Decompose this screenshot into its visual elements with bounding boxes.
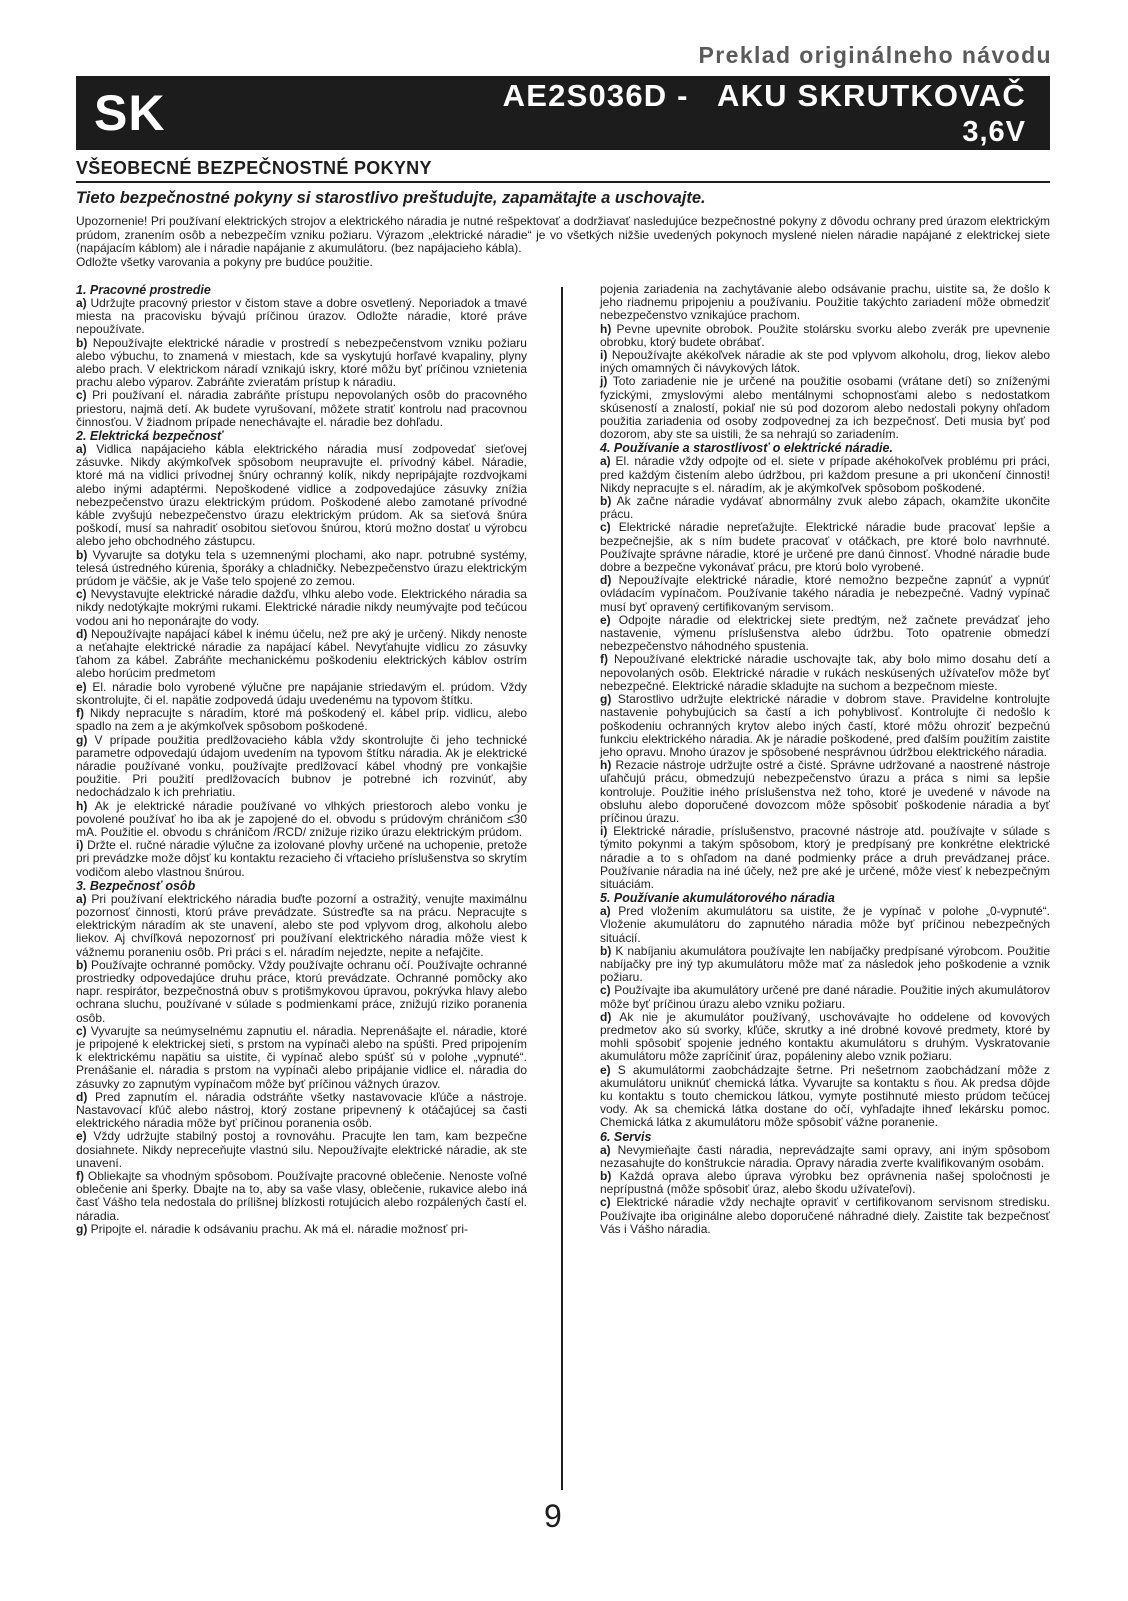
paragraph-4g xyxy=(600,693,1050,759)
voltage: 3,6V xyxy=(962,116,1026,148)
item-text: Nepoužívajte elektrické náradie, ktoré nemožno bezpečne zapnúť a vypnúť ovládacím vypínačom. Používanie takého náradia je nebezpečné. Vadný vypínač musí byť opravený certifikovaným servisom. xyxy=(600,573,1050,614)
item-label: b) xyxy=(600,494,612,509)
item-label: j) xyxy=(600,374,608,389)
item-text: El. náradie bolo vyrobené výlučne pre napájanie striedavým el. prúdom. Vždy skontrolujte, či el. napätie zodpovedá údaju uvedenému na typovom štítku. xyxy=(76,679,527,707)
paragraph-4f xyxy=(600,653,1050,693)
heading-personal-safety: 3. Bezpečnosť osôb xyxy=(76,878,196,893)
item-text: Pred vložením akumulátoru sa uistite, že je vypínač v polohe „0-vypnuté“. Vloženie akumulátoru do zapnutého náradia môže byť príčinou nebezpečných situácií. xyxy=(600,904,1050,945)
item-text: Vidlica napájacieho kábla elektrického náradia musí zodpovedať sieťovej zásuvke. Nikdy akýmkoľvek spôsobom neupravujte el. prívodný kábel. Náradie, ktoré má na vidlici prívodnej šnúry ochranný kolík, nikdy nepripájajte rozdvojkami alebo inými adaptérmi. Nepoškodené vidlice a zodpovedajúce zásuvky znížia nebezpečenstvo úrazu elektrickým prúdom. Poškodené alebo zamotané prívodné káble zvyšujú nebezpečenstvo úrazu elektrickým prúdom. Ak sa sieťová šnúra poškodí, musí sa nahradiť osobitou sieťovou šnúrou, ktorú možno dostať u výrobcu alebo jeho obchodného zástupcu. xyxy=(76,442,527,549)
item-text: Nikdy nepracujte s náradím, ktoré má poškodený el. kábel príp. vidlicu, alebo spadlo na zem a je akýmkoľvek spôsobom poškodené. xyxy=(76,706,527,734)
model-title: AE2S036D - AKU SKRUTKOVAČ xyxy=(502,78,1026,113)
paragraph-3a xyxy=(76,893,527,959)
item-text: Nevystavujte elektrické náradie dažďu, vlhku alebo vode. Elektrického náradia sa nikdy nedotýkajte mokrými rukami. Elektrické náradie nikdy neumývajte pod tečúcou vodou ani ho neponárajte do vody. xyxy=(76,587,527,628)
item-text: V prípade použitia predlžovacieho kábla vždy skontrolujte či jeho technické parametre odpovedajú údajom uvedením na typovom štítku náradia. Ak je elektrické náradie používané vonku, používajte predlžovací kábel vhodný pre vonkajšie použitie. Pri použití predlžovacích bubnov je potrebné ich rozvinúť, aby nedochádzalo k ich prehriatiu. xyxy=(76,732,527,800)
item-label: e) xyxy=(76,679,87,694)
heading-work-environment: 1. Pracovné prostredie xyxy=(76,283,211,297)
item-text: Pred zapnutím el. náradia odstráňte všetky nastavovacie kľúče a nástroje. Nastavovací kľúč alebo nástroj, ktorý zostane pripevnený k otáčajúcej sa časti elektrického náradia môže byť príčinou poranenia osôb. xyxy=(76,1089,527,1131)
translation-title: Preklad originálneho návodu xyxy=(698,42,1052,68)
item-text: Obliekajte sa vhodným spôsobom. Používajte pracovné oblečenie. Nenoste voľné oblečenie ani šperky. Dbajte na to, aby sa vaše vlasy, oblečenie, rukavice alebo iná časť Vášho tela nedostala do prílišnej blízkosti rotujúcich alebo rozpálených častí el. náradia. xyxy=(76,1169,527,1223)
paragraph-3b xyxy=(76,959,527,1025)
paragraph-6a xyxy=(600,1144,1050,1170)
item-text: Elektrické náradie nepreťažujte. Elektrické náradie bude pracovať lepšie a bezpečnejšie, ak s ním budete pracovať v otáčkach, pre ktoré bolo navrhnuté. Používajte správne náradie, ktoré je určené pre danú činnosť. Vhodné náradie bude dobre a bezpečne vykonávať prácu, pre ktorú bolo vyrobené. xyxy=(600,520,1050,575)
item-label: e) xyxy=(76,1129,87,1144)
paragraph-6c xyxy=(600,1196,1050,1236)
item-label: i) xyxy=(600,348,608,363)
item-text: Toto zariadenie nie je určené na použitie osobami (vrátane detí) so zníženými fyzickými, zmyslovými alebo mentálnymi schopnosťami alebo s nedostatkom skúseností a znalostí, pokiaľ nie sú pod dozorom alebo nedostali pokyny ohľadom použitia zariadenia od osoby zodpovednej za ich bezpečnosť. Deti musia byť pod dozorom, aby ste sa uistili, že sa nehrajú so zariadením. xyxy=(600,374,1050,442)
item-text: Ak nie je akumulátor používaný, uschovávajte ho oddelene od kovových predmetov ako sú svorky, kľúče, skrutky a iné drobné kovové predmety, ktoré by mohli spôsobiť spojenie jedného kontaktu akumulátoru s druhým. Vyskratovanie akumulátoru môže zapríčiniť úraz, popáleniny alebo vznik požiaru. xyxy=(600,1009,1051,1064)
header-bar xyxy=(76,76,1050,150)
item-text: Pripojte el. náradie k odsávaniu prachu. Ak má el. náradie možnosť pri- xyxy=(90,1221,469,1236)
heading-electrical-safety: 2. Elektrická bezpečnosť xyxy=(76,429,224,444)
item-label: b) xyxy=(600,943,612,958)
paragraph-2c xyxy=(76,588,527,628)
item-label: i) xyxy=(600,824,608,839)
item-text: Držte el. ručné náradie výlučne za izolované plovhy určené na uchopenie, pretože pri prevádzke može dôjsť ku kontaktu rezacieho či vŕtacieho príslušenstva so skrytím vodičom alebo vlastnou šnúrou. xyxy=(76,838,527,879)
paragraph-4b xyxy=(600,495,1050,521)
paragraph-3i xyxy=(600,349,1050,375)
paragraph-2a xyxy=(76,443,527,549)
paragraph-3e xyxy=(76,1130,527,1170)
item-text: Vyvarujte sa dotyku tela s uzemnenými plochami, ako napr. potrubné systémy, telesá ústredného kúrenia, šporáky a chladničky. Nebezpečenstvo úrazu elektrickým prúdom je väčšie, ak je Vaše telo spojené zo zemou. xyxy=(76,547,527,589)
paragraph-2h xyxy=(76,800,527,840)
item-text: Pevne upevnite obrobok. Použite stolársku svorku alebo zverák pre upevnenie obrobku, ktorý budete obrábať. xyxy=(600,321,1050,349)
paragraph-2e xyxy=(76,681,527,707)
item-label: c) xyxy=(600,1195,611,1210)
item-text: Udržujte pracovný priestor v čistom stave a dobre osvetlený. Neporiadok a tmavé miesta na pracovisku bývajú príčinou úrazov. Odložte náradie, ktoré práve nepoužívate. xyxy=(76,296,527,337)
paragraph-6b xyxy=(600,1170,1050,1196)
subtitle: Tieto bezpečnostné pokyny si starostlivo preštudujte, zapamätajte a uschovajte. xyxy=(76,189,706,207)
item-text: Starostlivo udržujte elektrické náradie v dobrom stave. Pravidelne kontrolujte nastavenie pohybujúcich sa častí a ich pohyblivosť. Kontrolujte či nedošlo k poškodeniu ochranných krytov alebo iných častí, ktoré môžu ohroziť bezpečnú funkciu elektrického náradia. Ak je náradie poškodené, pred ďalším použitím zaistite jeho opravu. Mnoho úrazov je spôsobené nesprávnou údržbou elektrického náradia. xyxy=(600,692,1050,759)
paragraph-4d xyxy=(600,574,1050,614)
paragraph-3g-continued: pojenia zariadenia na zachytávanie alebo odsávanie prachu, uistite sa, že došlo k jeho riadnemu pripojeniu a používaniu. Použitie takýchto zariadení môže obmedziť nebezpečenstvo vznikajúce prachom. xyxy=(600,282,1050,323)
item-label: e) xyxy=(600,1062,611,1077)
column-divider xyxy=(561,287,563,1490)
item-label: a) xyxy=(76,442,87,457)
item-label: d) xyxy=(76,626,88,641)
paragraph-3f xyxy=(76,1170,527,1223)
paragraph-5a xyxy=(600,905,1050,945)
right-column xyxy=(600,283,1050,1236)
item-label: h) xyxy=(76,798,88,813)
item-label: c) xyxy=(76,1023,87,1038)
paragraph-5d xyxy=(600,1011,1050,1064)
paragraph-1a xyxy=(76,297,527,337)
paragraph-3h xyxy=(600,323,1050,349)
paragraph-2b xyxy=(76,549,527,589)
item-text: Nepoužívajte elektrické náradie v prostredí s nebezpečenstvom vzniku požiaru alebo výbuchu, to znamená v miestach, kde sa vyskytujú horľavé kvapaliny, plyny alebo prach. V elektrickom náradí vznikajú iskry, ktoré môžu byť príčinou vznietenia prachu alebo výparov. Zabráňte zvieratám prístup k náradiu. xyxy=(76,335,527,390)
item-label: c) xyxy=(600,983,611,998)
item-label: c) xyxy=(600,520,611,535)
item-text: Ak je elektrické náradie používané vo vlhkých priestoroch alebo vonku je povolené používať ho iba ak je zapojené do el. obvodu s prúdovým chráničom ≤30 mA. Použitie el. obvodu s chráničom /RCD/ znižuje riziko úrazu elektrickým prúdom. xyxy=(76,798,528,839)
item-text: Odpojte náradie od elektrickej siete predtým, než začnete prevádzať jeho nastavenie, výmenu príslušenstva alebo údržbu. Toto opatrenie obmedzí nebezpečenstvo náhodného spustenia. xyxy=(600,612,1050,654)
item-text: Ak začne náradie vydávať abnormálny zvuk alebo zápach, okamžite ukončite prácu. xyxy=(600,494,1050,522)
paragraph-2g xyxy=(76,734,527,800)
intro-warning: Upozornenie! Pri používaní elektrických strojov a elektrického náradia je nutné rešpektovať a dodržiavať nasledujúce bezpečnostné pokyny z dôvodu ochrany pred úrazom elektrickým prúdom, zranením osôb a nebezpečím vzniku požiaru. Výrazom „elektrické náradie“ je vo všetkých nižšie uvedených pokynoch myslené nielen náradie napájané z elektrickej siete (napájacím káblom) ale i náradie napájanie z akumulátoru. (bez napájacieho kábla). xyxy=(76,214,1050,255)
item-label: a) xyxy=(76,296,87,310)
item-label: d) xyxy=(600,1009,612,1024)
item-text: S akumulátormi zaobchádzajte šetrne. Pri nešetrnom zaobchádzaní môže z akumulátoru uniknúť chemická látka. Vyvarujte sa kontaktu s ňou. Ak predsa dôjde ku kontaktu s touto chemickou látkou, vymyte postihnuté miesto prúdom tečúcej vody. Ak sa chemická látka dostane do očí, vyhľadajte ihneď lekársku pomoc. Chemická látka z akumulátoru môže spôsobiť vážne poranenie. xyxy=(600,1062,1050,1130)
paragraph-1c xyxy=(76,389,527,429)
item-text: Pri používaní el. náradia zabráňte prístupu nepovolaných osôb do pracovného priestoru, najmä detí. Ak budete vyrušovaní, môžete stratiť kontrolu nad pracovnou činnosťou. V žiadnom prípade nenechávajte el. náradie bez dohľadu. xyxy=(76,388,527,429)
paragraph-3g xyxy=(76,1223,527,1236)
paragraph-4h xyxy=(600,759,1050,825)
item-text: Nevymieňajte časti náradia, neprevádzajte sami opravy, ani iným spôsobom nezasahujte do konštrukcie náradia. Opravy náradia zverte kvalifikovaným osobám. xyxy=(600,1142,1050,1170)
paragraph-4e xyxy=(600,614,1050,654)
item-text: Rezacie nástroje udržujte ostré a čisté. Správne udržované a naostrené nástroje uľahčujú prácu, obmedzujú nebezpečenstvo úrazu a práca s nimi sa lepšie kontroluje. Použitie iného príslušenstva než toho, ktoré je uvedené v návode na obsluhu alebo doporučené dovozcom môže spôsobiť poškodenie náradia a byť príčinou úrazu. xyxy=(600,758,1050,825)
item-text: Elektrické náradie vždy nechajte opraviť v certifikovanom servisnom stredisku. Používajte iba originálne alebo doporučené náhradné diely. Zaistite tak bezpečnosť Vás i Vášho náradia. xyxy=(600,1195,1050,1236)
heading-battery-tool-use: 5. Používanie akumulátorového náradia xyxy=(600,891,835,906)
item-label: g) xyxy=(76,732,88,747)
item-label: g) xyxy=(600,692,612,707)
intro xyxy=(76,215,1050,269)
paragraph-1b xyxy=(76,337,527,390)
item-label: h) xyxy=(600,758,612,773)
item-label: f) xyxy=(600,652,608,667)
paragraph-5c xyxy=(600,984,1050,1010)
item-label: b) xyxy=(76,335,88,350)
item-label: e) xyxy=(600,612,611,627)
item-text: El. náradie vždy odpojte od el. siete v prípade akéhokoľvek problému pri práci, pred každým čistením alebo údržbou, pri každom presune a pri ukončení činnosti! Nikdy nepracujte s el. náradím, ak je akýmkoľvek spôsobom poškodené. xyxy=(600,454,1050,495)
item-text: Vždy udržujte stabilný postoj a rovnováhu. Pracujte len tam, kam bezpečne dosiahnete. Nikdy nepreceňujte vlastnú silu. Nepoužívajte elektrické náradie, ak ste unavení. xyxy=(76,1129,527,1170)
item-label: c) xyxy=(76,587,87,602)
item-text: Vyvarujte sa neúmyselnému zapnutiu el. náradia. Neprenášajte el. náradie, ktoré je pripojené k elektrickej sieti, s prstom na vypínači alebo na spúšti. Pred pripojením k elektrickému napätiu sa uistite, či vypínač alebo spúšť sú v polohe „vypnuté“. Prenášanie el. náradia s prstom na vypínači alebo pripájanie vidlice el. náradia do zásuvky zo zapnutým vypínačom môže byť príčinou vážnych úrazov. xyxy=(76,1023,527,1091)
item-label: h) xyxy=(600,321,612,336)
item-text: Elektrické náradie, príslušenstvo, pracovné nástroje atd. používajte v súlade s týmito pokynmi a takým spôsobom, ktorý je predpísaný pre konkrétne elektrické náradie a to s ohľadom na dané podmienky práce a druh prevádzanej práce. Používanie náradia na iné účely, než pre aké je určené, môže viesť k nebezpečným situáciám. xyxy=(600,824,1050,891)
paragraph-3c xyxy=(76,1025,527,1091)
paragraph-3j xyxy=(600,375,1050,441)
left-column xyxy=(76,283,527,1236)
item-label: a) xyxy=(76,891,87,906)
item-label: i) xyxy=(76,838,84,853)
paragraph-5b xyxy=(600,945,1050,985)
item-text: Používajte ochranné pomôcky. Vždy používajte ochranu očí. Používajte ochranné prostriedky odpovedajúce druhu práce, ktorú prevádzate. Ochranné pomôcky ako napr. respirátor, bezpečnostná obuv s protišmykovou úpravou, pokrývka hlavy alebo ochrana sluchu, používané v súlade s podmienkami práce, znižujú riziko poranenia osôb. xyxy=(76,957,527,1025)
heading-tool-use-care: 4. Používanie a starostlivosť o elektrické náradie. xyxy=(600,441,893,456)
item-label: a) xyxy=(600,454,611,469)
item-label: g) xyxy=(76,1221,88,1236)
paragraph-2d xyxy=(76,628,527,681)
heading-service: 6. Servis xyxy=(600,1129,652,1144)
item-label: c) xyxy=(76,388,87,403)
item-label: f) xyxy=(76,1169,84,1183)
language-code: SK xyxy=(94,85,166,141)
page-number: 9 xyxy=(544,1498,562,1534)
item-text: Nepoužívajte napájací kábel k inému účelu, než pre aký je určený. Nikdy nenoste a neťahajte elektrické náradie za napájací kábel. Nevyťahujte vidlicu zo zásuvky ťahom za kábel. Zabráňte mechanickému poškodeniu elektrických káblov ostrím alebo horúcim predmetom xyxy=(76,626,527,681)
paragraph-4i xyxy=(600,825,1050,891)
intro-keep: Odložte všetky varovania a pokyny pre budúce použitie. xyxy=(76,254,373,269)
item-label: a) xyxy=(600,1142,611,1157)
item-label: d) xyxy=(600,573,612,588)
item-text: Nepoužívajte akékoľvek náradie ak ste pod vplyvom alkoholu, drog, liekov alebo iných omamných či návykových látok. xyxy=(600,348,1050,376)
item-text: K nabíjaniu akumulátora používajte len nabíjačky predpísané výrobcom. Použitie nabíjačky pre iný typ akumulátoru môže mať za následok jeho poškodenie a vznik požiaru. xyxy=(600,943,1050,985)
item-label: b) xyxy=(76,957,88,972)
paragraph-5e xyxy=(600,1064,1050,1130)
paragraph-2f xyxy=(76,707,527,733)
item-label: a) xyxy=(600,904,611,919)
item-label: b) xyxy=(600,1169,612,1183)
paragraph-4c xyxy=(600,521,1050,574)
paragraph-3d xyxy=(76,1091,527,1131)
item-label: b) xyxy=(76,547,88,562)
item-text: Pri používaní elektrického náradia buďte pozorní a ostražitý, venujte maximálnu pozornosť činnosti, ktorú práve prevádzate. Sústreďte sa na prácu. Nepracujte s elektrickým náradím ak ste unavení, alebo ste pod vplyvom drog, alkoholu alebo liekov. Aj chvíľková nepozornosť pri používaní elektrického náradia môže viest k vážnemu poraneniu osôb. Pri práci s el. náradím nejedzte, nepite a nefajčite. xyxy=(76,891,527,959)
item-text: Každá oprava alebo úprava výrobku bez oprávnenia našej spoločnosti je neprípustná (môže spôsobiť úraz, alebo škodu užívateľovi). xyxy=(600,1169,1050,1197)
paragraph-2i xyxy=(76,839,527,879)
item-label: d) xyxy=(76,1089,88,1104)
item-text: Používajte iba akumulátory určené pre dané náradie. Použitie iných akumulátorov môže byť príčinou úrazu alebo vzniku požiaru. xyxy=(600,983,1050,1011)
item-text: Nepoužívané elektrické náradie uschovajte tak, aby bolo mimo dosahu detí a nepovolaných osôb. Elektrické náradie v rukách neskúsených užívateľov môže byť nebezpečné. Elektrické náradie skladujte na suchom a bezpečnom mieste. xyxy=(600,652,1050,693)
item-label: f) xyxy=(76,706,84,721)
paragraph-4a xyxy=(600,455,1050,495)
section-title: VŠEOBECNÉ BEZPEČNOSTNÉ POKYNY xyxy=(76,158,1050,183)
